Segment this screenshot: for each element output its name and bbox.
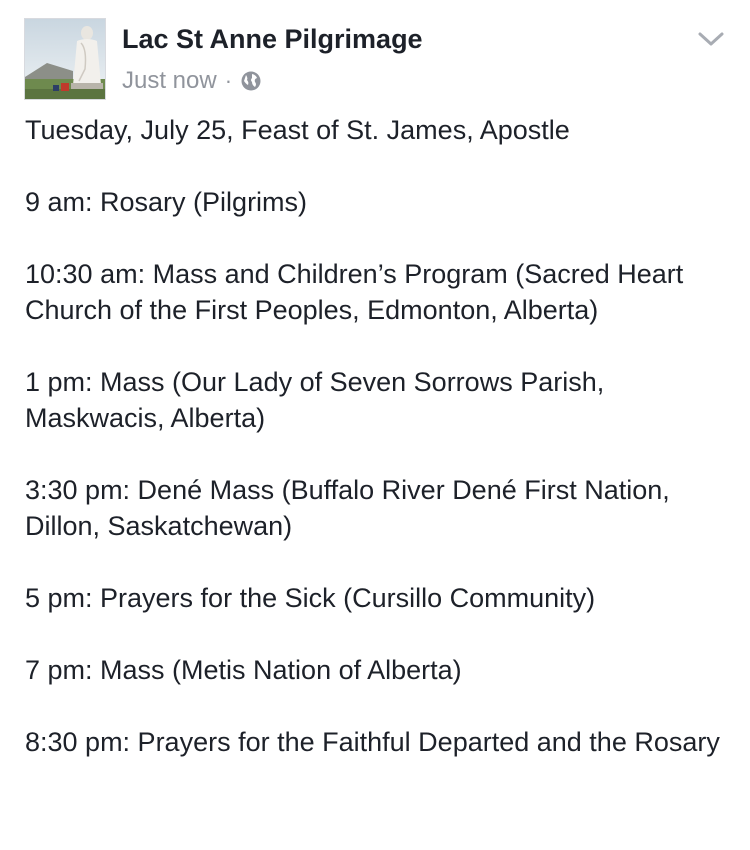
post-paragraph-mass-children: 10:30 am: Mass and Children’s Program (Sacred Heart Church of the First Peoples, Edmonton, Alberta) bbox=[25, 259, 684, 325]
globe-icon[interactable] bbox=[240, 70, 262, 92]
post-timestamp[interactable]: Just now bbox=[122, 67, 217, 94]
post-paragraph-mass-seven-sorrows: 1 pm: Mass (Our Lady of Seven Sorrows Parish, Maskwacis, Alberta) bbox=[25, 367, 605, 433]
post-meta bbox=[122, 66, 262, 96]
post-paragraph-mass-metis: 7 pm: Mass (Metis Nation of Alberta) bbox=[25, 655, 462, 685]
post-paragraph-faithful-departed: 8:30 pm: Prayers for the Faithful Departed and the Rosary bbox=[25, 727, 720, 757]
page-name-link[interactable]: Lac St Anne Pilgrimage bbox=[122, 24, 423, 54]
chevron-down-icon[interactable] bbox=[696, 28, 726, 50]
page-avatar[interactable] bbox=[24, 18, 106, 100]
post-header bbox=[24, 18, 726, 102]
statue-photo-icon bbox=[25, 19, 105, 99]
post-paragraph-dene-mass: 3:30 pm: Dené Mass (Buffalo River Dené First Nation, Dillon, Saskatchewan) bbox=[25, 475, 670, 541]
meta-separator: · bbox=[224, 68, 233, 93]
post-paragraph-prayers-sick: 5 pm: Prayers for the Sick (Cursillo Community) bbox=[25, 583, 596, 613]
post-paragraph-date: Tuesday, July 25, Feast of St. James, Apostle bbox=[25, 115, 570, 145]
post-paragraph-rosary: 9 am: Rosary (Pilgrims) bbox=[25, 187, 308, 217]
post-body bbox=[25, 112, 730, 796]
